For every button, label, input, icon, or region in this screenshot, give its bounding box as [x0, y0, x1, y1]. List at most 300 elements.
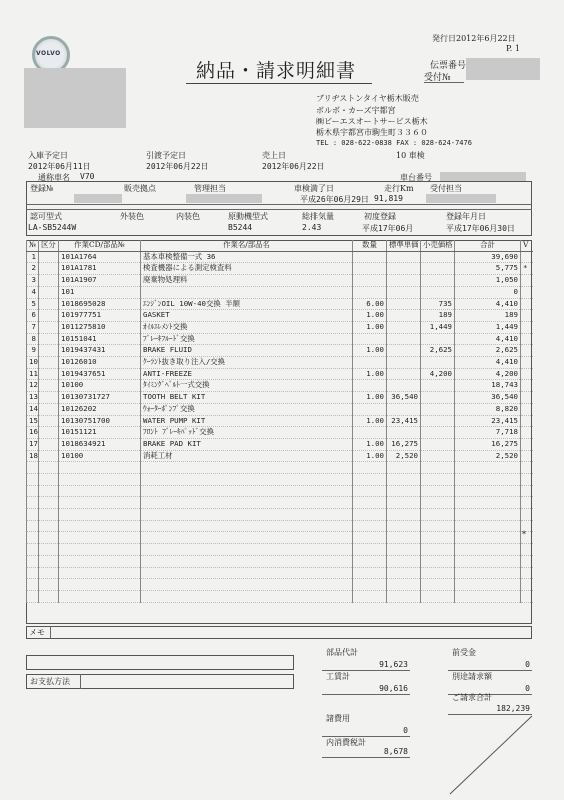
cell-no: 8 [27, 333, 39, 345]
cell-no [27, 567, 39, 579]
cell-kubun [39, 286, 59, 298]
cell-qty [353, 357, 387, 369]
cell-std [387, 380, 421, 392]
cell-name [141, 567, 353, 579]
cell-cd [59, 544, 141, 556]
cell-total: 0 [455, 286, 521, 298]
cell-retail [421, 532, 455, 544]
buhin-label: 部品代計 [326, 648, 358, 657]
cell-std [387, 544, 421, 556]
cell-no: 15 [27, 415, 39, 427]
cell-std [387, 251, 421, 263]
table-row [27, 392, 533, 404]
cell-no [27, 497, 39, 509]
nintei-label: 認可型式 [30, 212, 62, 221]
hikiwatashi-value: 2012年06月22日 [146, 162, 209, 171]
cell-total: 4,200 [455, 368, 521, 380]
dealer-line3: ㈱ビーエスオートサービス栃木 [316, 117, 428, 126]
issue-date: 発行日2012年6月22日 [432, 34, 516, 43]
cell-kubun [39, 298, 59, 310]
memo-box [26, 626, 532, 639]
cell-mark [521, 427, 533, 439]
cell-cd: 1019437651 [59, 368, 141, 380]
cell-qty: 1.00 [353, 450, 387, 462]
toroku-nengetsu-value: 平成17年06月30日 [446, 224, 515, 233]
cell-retail [421, 509, 455, 521]
cell-retail [421, 415, 455, 427]
cell-name [141, 497, 353, 509]
header-v: V [521, 240, 533, 251]
cell-total [455, 474, 521, 486]
redacted-uketsuke [426, 194, 496, 203]
cell-cd: 1018695028 [59, 298, 141, 310]
cell-cd [59, 579, 141, 591]
nyuko-label: 入庫予定日 [28, 151, 68, 160]
cell-qty [353, 579, 387, 591]
cell-qty [353, 251, 387, 263]
cell-retail [421, 286, 455, 298]
cell-kubun [39, 368, 59, 380]
cell-cd: 10126202 [59, 403, 141, 415]
cell-no [27, 555, 39, 567]
cell-cd: 10151041 [59, 333, 141, 345]
cell-cd [59, 520, 141, 532]
cell-name: BRAKE FLUID [141, 345, 353, 357]
cell-name: 廃棄物処理料 [141, 275, 353, 287]
cell-cd: 101977751 [59, 310, 141, 322]
cell-kubun [39, 509, 59, 521]
cell-retail [421, 555, 455, 567]
memo-label: メモ [29, 628, 45, 637]
cell-no: 10 [27, 357, 39, 369]
cell-total [455, 497, 521, 509]
cell-mark [521, 462, 533, 474]
table-row [27, 497, 533, 509]
cell-total: 23,415 [455, 415, 521, 427]
cell-kubun [39, 333, 59, 345]
cell-kubun [39, 567, 59, 579]
cell-mark: * [521, 263, 533, 275]
cell-name [141, 544, 353, 556]
cell-cd: 1018634921 [59, 438, 141, 450]
table-header [27, 240, 533, 251]
haiki-value: 2.43 [302, 223, 322, 232]
kochin-value: 90,616 [379, 684, 408, 693]
cell-name: ﾌﾛﾝﾄ ﾌﾞﾚｰｷﾊﾟｯﾄﾞ交換 [141, 427, 353, 439]
cell-retail [421, 357, 455, 369]
cell-total [455, 509, 521, 521]
cell-std [387, 333, 421, 345]
header-retail: 小売価格 [421, 240, 455, 251]
cell-std [387, 474, 421, 486]
cell-no: 11 [27, 368, 39, 380]
cell-kubun [39, 321, 59, 333]
table-row [27, 368, 533, 380]
betto-label: 別途請求額 [452, 672, 492, 681]
cell-mark [521, 380, 533, 392]
cell-qty: 6.00 [353, 298, 387, 310]
cell-kubun [39, 263, 59, 275]
brand-text: VOLVO [36, 50, 61, 57]
header-std: 標準単価 [387, 240, 421, 251]
shodo-value: 平成17年06月 [362, 224, 414, 233]
cell-cd: 1019437431 [59, 345, 141, 357]
cell-total: 8,820 [455, 403, 521, 415]
cell-mark [521, 286, 533, 298]
cell-total: 39,690 [455, 251, 521, 263]
cell-kubun [39, 544, 59, 556]
cell-total: 16,275 [455, 438, 521, 450]
cell-kubun [39, 579, 59, 591]
toroku-nengetsu-label: 登録年月日 [446, 212, 486, 221]
cell-qty [353, 485, 387, 497]
cell-name [141, 520, 353, 532]
cell-kubun [39, 474, 59, 486]
cell-kubun [39, 392, 59, 404]
cell-qty [353, 555, 387, 567]
cell-std [387, 427, 421, 439]
cell-name: 消耗工材 [141, 450, 353, 462]
cell-qty: 1.00 [353, 438, 387, 450]
cell-no [27, 509, 39, 521]
cell-std: 2,520 [387, 450, 421, 462]
cell-retail [421, 251, 455, 263]
cell-retail [421, 263, 455, 275]
cell-retail [421, 579, 455, 591]
cell-no: 4 [27, 286, 39, 298]
tsusho-label: 通称車名 [38, 173, 70, 182]
cell-mark [521, 298, 533, 310]
cell-kubun [39, 357, 59, 369]
cell-qty [353, 403, 387, 415]
table-row [27, 298, 533, 310]
cell-name: ｳｫｰﾀｰﾎﾟﾝﾌﾟ交換 [141, 403, 353, 415]
cell-name [141, 579, 353, 591]
table-row [27, 450, 533, 462]
cell-qty [353, 380, 387, 392]
blank-box [26, 655, 294, 670]
cell-qty: 1.00 [353, 368, 387, 380]
cell-no: 17 [27, 438, 39, 450]
cell-mark [521, 474, 533, 486]
uketsuke-underline [424, 82, 464, 83]
naiso-label: 内装色 [176, 212, 200, 221]
cell-total: 36,540 [455, 392, 521, 404]
cell-cd: 101A1764 [59, 251, 141, 263]
vehicle-divider-1 [26, 204, 532, 205]
kochin-line [322, 694, 410, 695]
cell-no: 16 [27, 427, 39, 439]
page-number: P. 1 [506, 44, 520, 53]
cell-no: 13 [27, 392, 39, 404]
cell-std: 23,415 [387, 415, 421, 427]
table-row [27, 380, 533, 392]
title-underline [186, 83, 372, 84]
cell-retail: 4,200 [421, 368, 455, 380]
cell-no [27, 462, 39, 474]
cell-name [141, 286, 353, 298]
table-row [27, 462, 533, 474]
cell-mark [521, 590, 533, 602]
table-row [27, 415, 533, 427]
cell-cd [59, 555, 141, 567]
cell-name [141, 462, 353, 474]
cell-cd: 10100 [59, 450, 141, 462]
cell-std [387, 275, 421, 287]
haiki-label: 総排気量 [302, 212, 334, 221]
cell-mark [521, 333, 533, 345]
cell-total [455, 579, 521, 591]
header-no: № [27, 240, 39, 251]
cell-total [455, 567, 521, 579]
cell-no: 3 [27, 275, 39, 287]
cell-mark [521, 579, 533, 591]
kochin-label: 工賃計 [326, 672, 350, 681]
buhin-value: 91,623 [379, 660, 408, 669]
cell-std: 36,540 [387, 392, 421, 404]
cell-std [387, 263, 421, 275]
uriage-value: 2012年06月22日 [262, 162, 325, 171]
cell-kubun [39, 438, 59, 450]
shaken-value: 平成26年06月29日 [300, 195, 369, 204]
cell-std [387, 310, 421, 322]
table-row [27, 544, 533, 556]
cell-cd: 10130731727 [59, 392, 141, 404]
cell-cd: 1011275810 [59, 321, 141, 333]
cell-qty: 1.00 [353, 310, 387, 322]
vehicle-uketsuke-label: 受付担当 [430, 184, 462, 193]
cell-name [141, 509, 353, 521]
cell-std [387, 509, 421, 521]
cell-name: 基本車検整備一式 36 [141, 251, 353, 263]
cell-kubun [39, 380, 59, 392]
table-row [27, 438, 533, 450]
cell-retail [421, 380, 455, 392]
cell-kubun [39, 485, 59, 497]
cell-cd: 10151121 [59, 427, 141, 439]
dealer-line4: 栃木県宇都宮市駒生町３３６０ [316, 128, 428, 137]
cell-mark [521, 485, 533, 497]
cell-mark [521, 345, 533, 357]
payment-divider [80, 674, 81, 689]
cell-name [141, 532, 353, 544]
maeuke-value: 0 [525, 660, 530, 669]
cell-name: ﾌﾞﾚｰｷﾌﾙｰﾄﾞ交換 [141, 333, 353, 345]
cell-mark [521, 509, 533, 521]
cell-no [27, 532, 39, 544]
cell-kubun [39, 555, 59, 567]
cell-mark [521, 438, 533, 450]
table-row [27, 310, 533, 322]
table-row [27, 286, 533, 298]
tax-line [322, 757, 410, 758]
cell-kubun [39, 497, 59, 509]
cell-total [455, 485, 521, 497]
header-name: 作業名/部品名 [141, 240, 353, 251]
table-row [27, 590, 533, 602]
hanbai-label: 販売拠点 [124, 184, 156, 193]
cell-total [455, 462, 521, 474]
cell-qty: 1.00 [353, 345, 387, 357]
table-row [27, 263, 533, 275]
cell-name: ｵｲﾙｴﾚﾒﾝﾄ交換 [141, 321, 353, 333]
cell-kubun [39, 450, 59, 462]
tax-label: 内消費税計 [326, 738, 366, 747]
cell-mark [521, 392, 533, 404]
cell-total: 1,449 [455, 321, 521, 333]
cell-qty [353, 590, 387, 602]
denpyo-label: 伝票番号 [430, 61, 467, 71]
cell-std: 16,275 [387, 438, 421, 450]
cell-std [387, 298, 421, 310]
table-row [27, 579, 533, 591]
cell-retail [421, 520, 455, 532]
cell-retail [421, 590, 455, 602]
cell-kubun [39, 462, 59, 474]
soko-value: 91,819 [374, 194, 403, 203]
table-row [27, 509, 533, 521]
cell-no [27, 474, 39, 486]
toroku-label: 登録№ [30, 184, 54, 193]
header-total: 合計 [455, 240, 521, 251]
cell-qty [353, 532, 387, 544]
cell-std [387, 345, 421, 357]
cell-total: 4,410 [455, 357, 521, 369]
cell-retail [421, 275, 455, 287]
redacted-kanri [186, 194, 262, 203]
cell-cd [59, 532, 141, 544]
redacted-denpyo [466, 58, 540, 80]
items-table [26, 240, 533, 603]
cell-kubun [39, 415, 59, 427]
cell-qty: 1.00 [353, 321, 387, 333]
header-qty: 数量 [353, 240, 387, 251]
gendoki-value: B5244 [228, 223, 253, 232]
cell-no [27, 579, 39, 591]
table-row [27, 275, 533, 287]
cell-kubun [39, 275, 59, 287]
cell-kubun [39, 345, 59, 357]
table-row [27, 485, 533, 497]
cell-cd [59, 497, 141, 509]
table-row [27, 532, 533, 544]
cell-std [387, 590, 421, 602]
cell-total: 4,410 [455, 333, 521, 345]
redacted-toroku [74, 194, 122, 203]
cell-qty: 1.00 [353, 392, 387, 404]
cell-mark [521, 567, 533, 579]
cell-mark [521, 275, 533, 287]
shodo-label: 初度登録 [364, 212, 396, 221]
cell-mark [521, 450, 533, 462]
cell-retail [421, 450, 455, 462]
cell-name: WATER PUMP KIT [141, 415, 353, 427]
dealer-line5: TEL : 028-622-0838 FAX : 028-624-7476 [316, 139, 472, 147]
table-row [27, 345, 533, 357]
cell-retail [421, 427, 455, 439]
cell-total: 2,520 [455, 450, 521, 462]
side-mark: * [522, 530, 526, 539]
work-type: 10 車検 [396, 151, 425, 160]
table-row [27, 321, 533, 333]
cell-mark [521, 310, 533, 322]
gendoki-label: 原動機型式 [228, 212, 268, 221]
cell-mark [521, 415, 533, 427]
cell-total: 7,718 [455, 427, 521, 439]
kanri-label: 管理担当 [194, 184, 226, 193]
cell-retail: 735 [421, 298, 455, 310]
cell-total: 189 [455, 310, 521, 322]
cell-cd: 101 [59, 286, 141, 298]
cell-retail [421, 497, 455, 509]
cell-retail [421, 333, 455, 345]
shadai-label: 車台番号 [400, 173, 432, 182]
cell-cd: 101A1781 [59, 263, 141, 275]
table-row [27, 555, 533, 567]
cell-std [387, 567, 421, 579]
cell-name [141, 474, 353, 486]
cell-name: TOOTH BELT KIT [141, 392, 353, 404]
payment-label: お支払方法 [30, 677, 70, 686]
cell-kubun [39, 520, 59, 532]
cell-cd [59, 567, 141, 579]
cell-mark [521, 555, 533, 567]
cell-kubun [39, 532, 59, 544]
cell-no: 12 [27, 380, 39, 392]
cell-qty [353, 544, 387, 556]
cell-name [141, 590, 353, 602]
vehicle-divider-2 [26, 209, 532, 210]
cell-total: 1,050 [455, 275, 521, 287]
cell-retail [421, 544, 455, 556]
cell-total [455, 555, 521, 567]
cell-name: ｴﾝｼﾞﾝOIL 10W-40交換 半額 [141, 298, 353, 310]
cell-total: 18,743 [455, 380, 521, 392]
shohi-label: 諸費用 [326, 714, 350, 723]
gaiso-label: 外装色 [120, 212, 144, 221]
cell-total: 2,625 [455, 345, 521, 357]
cell-std [387, 403, 421, 415]
cell-std [387, 462, 421, 474]
betto-value: 0 [525, 684, 530, 693]
cell-no [27, 590, 39, 602]
cell-retail [421, 403, 455, 415]
cell-cd [59, 474, 141, 486]
cell-kubun [39, 427, 59, 439]
cell-mark [521, 368, 533, 380]
cell-name: 検査機器による測定検査料 [141, 263, 353, 275]
cell-cd: 10130751700 [59, 415, 141, 427]
tsusho-value: V70 [80, 172, 95, 181]
cell-no: 1 [27, 251, 39, 263]
shaken-label: 車検満了日 [294, 184, 334, 193]
cell-cd [59, 462, 141, 474]
cell-no: 6 [27, 310, 39, 322]
cell-qty [353, 462, 387, 474]
cell-std [387, 579, 421, 591]
cell-std [387, 532, 421, 544]
cell-cd: 10100 [59, 380, 141, 392]
cell-name: GASKET [141, 310, 353, 322]
memo-divider [50, 626, 51, 639]
cell-cd [59, 485, 141, 497]
soko-label: 走行Km [384, 184, 414, 193]
uketsuke-label: 受付№ [424, 73, 451, 83]
table-row [27, 567, 533, 579]
cell-mark [521, 357, 533, 369]
cell-total [455, 544, 521, 556]
table-row [27, 333, 533, 345]
